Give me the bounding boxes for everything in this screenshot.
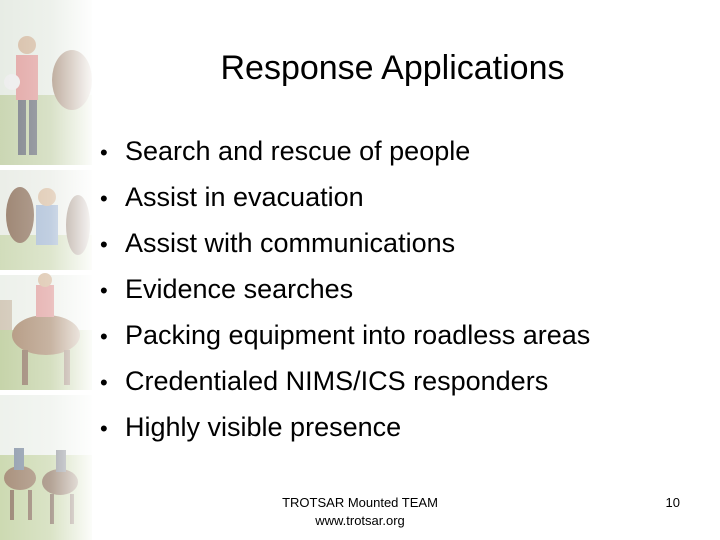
bullet-text: Evidence searches — [125, 274, 354, 304]
bullet-text: Packing equipment into roadless areas — [125, 320, 591, 350]
footer-team-name: TROTSAR Mounted TEAM — [282, 495, 438, 510]
photo-collage — [0, 0, 92, 540]
page-number: 10 — [665, 495, 680, 510]
bullet-text: Assist in evacuation — [125, 182, 364, 212]
bullet-item — [100, 408, 590, 454]
bullet-marker: • — [100, 278, 108, 303]
bullet-marker: • — [100, 324, 108, 349]
footer-website: www.trotsar.org — [315, 513, 405, 528]
bullet-item — [100, 270, 590, 316]
bullet-text: Assist with communications — [125, 228, 456, 258]
bullet-list — [100, 132, 590, 454]
bullet-marker: • — [100, 232, 108, 257]
bullet-marker: • — [100, 140, 108, 165]
photo-fade-overlay — [0, 0, 92, 540]
bullet-item — [100, 132, 590, 178]
bullet-item — [100, 362, 590, 408]
bullet-text: Credentialed NIMS/ICS responders — [125, 366, 549, 396]
bullet-marker: • — [100, 416, 108, 441]
bullet-text: Search and rescue of people — [125, 136, 471, 166]
footer-organization — [250, 494, 470, 530]
bullet-item — [100, 224, 590, 270]
bullet-item — [100, 178, 590, 224]
bullet-item — [100, 316, 590, 362]
bullet-text: Highly visible presence — [125, 412, 402, 442]
bullet-marker: • — [100, 186, 108, 211]
slide-title: Response Applications — [220, 49, 565, 87]
bullet-marker: • — [100, 370, 108, 395]
